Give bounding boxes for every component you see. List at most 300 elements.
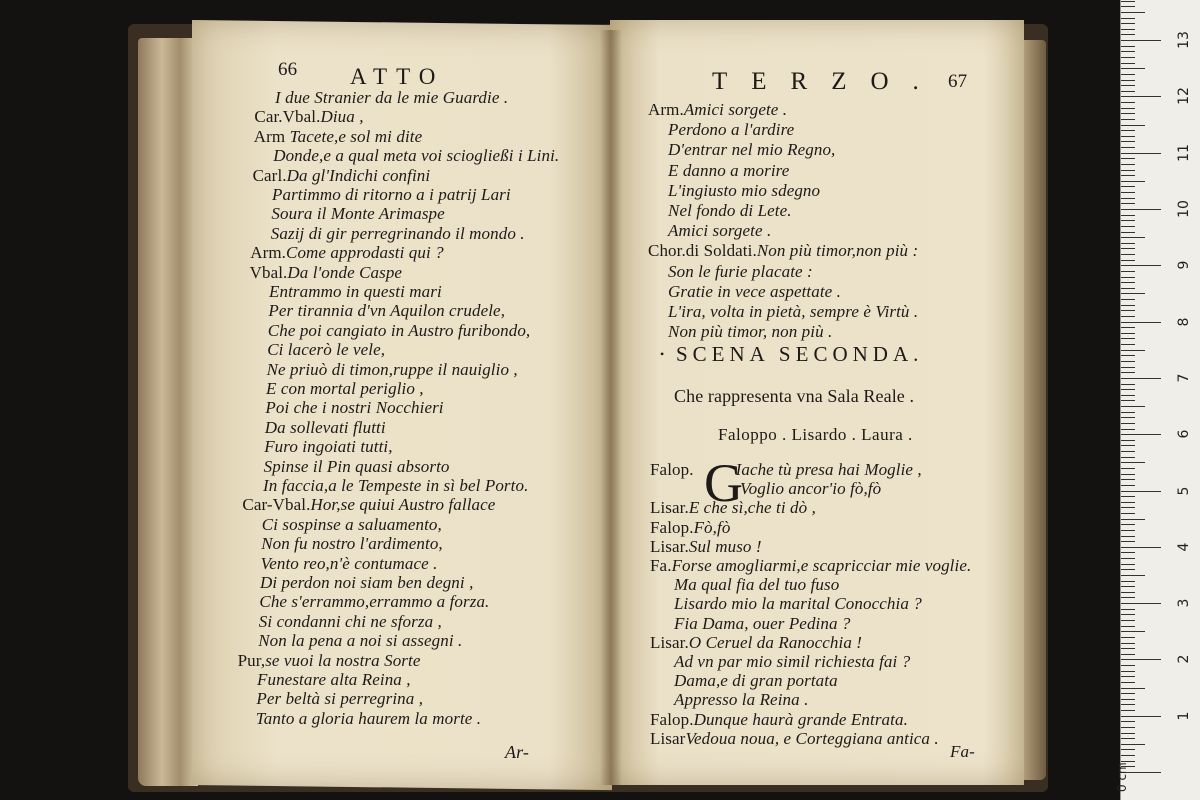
line-text: I due Stranier da le mie Guardie . — [275, 88, 509, 107]
ruler-tick — [1121, 581, 1135, 582]
ruler-tick — [1121, 524, 1135, 525]
ruler-number: 8 — [1176, 317, 1192, 327]
right-running-head: TERZO. — [712, 68, 943, 95]
verse-line — [668, 302, 918, 322]
verse-line — [271, 204, 444, 224]
speaker-label: Fa. — [650, 556, 672, 575]
ruler-tick — [1121, 322, 1161, 323]
dialogue-line — [674, 671, 838, 691]
line-text: Diua , — [320, 107, 364, 127]
verse-line — [668, 161, 789, 181]
verse-line — [668, 221, 771, 241]
line-text: Si condanni chi ne sforza , — [258, 611, 442, 631]
ruler-tick — [1121, 158, 1135, 159]
speaker-label: Falop. — [650, 709, 694, 729]
ruler-tick — [1121, 519, 1145, 520]
line-text: E danno a morire — [668, 160, 790, 180]
ruler-tick — [1121, 316, 1135, 317]
ruler-tick — [1121, 102, 1135, 103]
ruler-number: 2 — [1176, 654, 1192, 664]
ruler-tick — [1121, 243, 1135, 244]
line-text: Di perdon noi siam ben degni , — [260, 573, 474, 592]
line-text: D'entrar nel mio Regno, — [668, 140, 836, 160]
line-text: Tacete,e sol mi dite — [289, 126, 423, 146]
verse-line — [259, 612, 442, 632]
ruler-tick — [1121, 558, 1135, 559]
ruler-tick — [1121, 40, 1161, 41]
ruler-tick — [1121, 220, 1135, 221]
verse-line — [250, 243, 444, 263]
ruler-tick — [1121, 654, 1135, 655]
verse-line — [261, 554, 438, 574]
ruler-tick — [1121, 671, 1135, 672]
ruler-number: 4 — [1176, 542, 1192, 552]
ruler-tick — [1121, 141, 1135, 142]
ruler-tick — [1121, 80, 1135, 81]
ruler-tick — [1121, 215, 1135, 216]
verse-line — [668, 201, 792, 221]
ruler-tick — [1121, 620, 1135, 621]
ruler-tick — [1121, 513, 1135, 514]
line-text: Vedoua noua, e Corteggiana antica . — [685, 728, 939, 748]
ruler-tick — [1121, 34, 1135, 35]
ruler-number: 10 — [1176, 200, 1192, 218]
line-text: Da gl'Indichi confini — [286, 165, 431, 185]
verse-line — [668, 120, 794, 140]
ruler-tick — [1121, 96, 1161, 97]
ruler-tick — [1121, 440, 1135, 441]
ruler-tick — [1121, 384, 1135, 385]
ruler-tick — [1121, 755, 1135, 756]
ruler-tick — [1121, 609, 1135, 610]
verse-line — [267, 340, 385, 360]
verse-line — [272, 185, 511, 205]
ruler-tick — [1121, 496, 1135, 497]
ruler-number: 1 — [1176, 711, 1192, 721]
ruler-tick — [1121, 564, 1135, 565]
ruler-tick — [1121, 738, 1135, 739]
ruler-tick — [1121, 327, 1135, 328]
ruler-tick — [1121, 130, 1135, 131]
verse-line — [253, 166, 431, 186]
line-text: Tanto a gloria haurem la morte . — [255, 708, 482, 728]
line-text: Ne priuò di timon,ruppe il nauiglio , — [266, 359, 518, 379]
ruler-tick — [1121, 344, 1135, 345]
speaker-label: Arm. — [648, 100, 684, 119]
ruler-tick — [1121, 68, 1145, 69]
ruler-number: 11 — [1176, 143, 1192, 162]
ruler-tick — [1121, 293, 1145, 294]
speaker-label: Arm. — [250, 243, 286, 263]
ruler-tick — [1121, 474, 1135, 475]
left-page-number: 66 — [278, 59, 298, 80]
dialogue-line — [650, 710, 908, 730]
verse-line — [268, 321, 531, 341]
ruler-tick — [1121, 676, 1135, 677]
ruler-tick — [1121, 552, 1135, 553]
ruler-tick — [1121, 125, 1145, 126]
ruler-tick — [1121, 445, 1135, 446]
verse-line — [259, 592, 489, 612]
ruler-tick — [1121, 569, 1135, 570]
ruler-tick — [1121, 260, 1135, 261]
dialogue-line — [650, 498, 816, 518]
verse-line — [262, 515, 442, 535]
ruler-tick — [1121, 288, 1135, 289]
verse-line — [257, 670, 411, 690]
ruler-tick — [1121, 710, 1135, 711]
ruler-tick — [1121, 603, 1161, 604]
ruler-tick — [1121, 586, 1135, 587]
speaker-label: Car-Vbal. — [242, 495, 311, 515]
line-text: Non la pena a noi si assegni . — [258, 631, 463, 651]
line-text: O Ceruel da Ranocchia ! — [688, 632, 863, 652]
ruler-tick — [1121, 57, 1135, 58]
ruler-tick — [1121, 113, 1135, 114]
ruler-tick — [1121, 530, 1135, 531]
line-text: Son le furie placate : — [668, 261, 813, 281]
verse-line — [250, 263, 402, 283]
ruler-tick — [1121, 502, 1135, 503]
line-text: Non più timor, non più . — [668, 322, 833, 342]
line-text: Entrammo in questi mari — [269, 282, 442, 301]
line-text: Gratie in vece aspettate . — [668, 281, 842, 301]
speaker-label: Falop. — [650, 517, 694, 537]
ruler-tick — [1121, 462, 1145, 463]
line-text: Da l'onde Caspe — [287, 262, 403, 282]
ruler-tick — [1121, 181, 1145, 182]
dialogue-line — [650, 556, 971, 576]
ruler-tick — [1121, 744, 1145, 745]
line-text: Ci lacerò le vele, — [267, 340, 386, 360]
line-text: Che poi cangiato in Austro furibondo, — [267, 320, 531, 340]
line-text: Hor,se quiui Austro fallace — [310, 495, 496, 515]
line-text: Vento reo,n'è contumace . — [260, 553, 438, 573]
line-text: Furo ingoiati tutti, — [264, 437, 393, 457]
right-page-number: 67 — [948, 71, 968, 92]
verse-line — [268, 301, 505, 321]
ruler-tick — [1121, 51, 1135, 52]
ruler-tick — [1121, 597, 1135, 598]
verse-line — [648, 241, 918, 261]
verse-line — [275, 88, 508, 108]
ruler-tick — [1121, 23, 1135, 24]
line-text: Ad vn par mio simil richiesta fai ? — [674, 652, 911, 671]
ruler-tick — [1121, 648, 1135, 649]
ruler-tick — [1121, 457, 1135, 458]
line-text: Amici sorgete . — [683, 100, 788, 119]
ruler-tick — [1121, 12, 1145, 13]
book-gutter — [600, 30, 622, 785]
line-text: Nel fondo di Lete. — [668, 201, 792, 220]
verse-line — [267, 360, 518, 380]
speaker-label: Lisar. — [650, 632, 689, 652]
ruler-tick — [1121, 423, 1135, 424]
line-text: Sazij di gir perregrinando il mondo . — [270, 223, 525, 243]
ruler-tick — [1121, 451, 1135, 452]
ruler-tick — [1121, 282, 1135, 283]
ruler-tick — [1121, 727, 1135, 728]
ruler-tick — [1121, 232, 1135, 233]
line-text: Poi che i nostri Nocchieri — [265, 398, 444, 418]
ruler-tick — [1121, 192, 1135, 193]
dialogue-line — [650, 729, 939, 749]
ruler-tick — [1121, 575, 1145, 576]
ruler-tick — [1121, 614, 1135, 615]
ruler-tick — [1121, 1, 1135, 2]
verse-line — [668, 140, 835, 160]
dialogue-line — [740, 479, 881, 499]
speaker-label: Carl. — [252, 165, 287, 185]
speaker-label: Vbal. — [249, 262, 288, 282]
ruler-tick — [1121, 378, 1161, 379]
line-text: Come approdasti qui ? — [286, 243, 444, 263]
ruler-tick — [1121, 355, 1135, 356]
ruler-number: 3 — [1176, 598, 1192, 608]
ruler-tick — [1121, 119, 1135, 120]
dialogue-line — [674, 614, 851, 634]
measuring-ruler — [1115, 0, 1200, 800]
speaker-label: Lisar. — [650, 498, 689, 518]
speaker-label: Pur, — [237, 650, 266, 670]
ruler-number: 6 — [1176, 429, 1192, 439]
ruler-tick — [1121, 372, 1135, 373]
dialogue-line — [674, 575, 839, 595]
ruler-tick — [1121, 682, 1135, 683]
verse-line — [264, 457, 450, 477]
line-text: Da sollevati flutti — [264, 417, 386, 437]
line-text: Lisardo mio la marital Conocchia ? — [674, 594, 922, 614]
speaker-label: Falop. — [650, 460, 694, 479]
scene-bullet-mark: • — [660, 347, 665, 361]
verse-line — [254, 127, 422, 147]
verse-line — [256, 689, 423, 709]
verse-line — [238, 651, 421, 671]
right-catchword: Fa- — [950, 742, 975, 761]
line-text: Per beltà si perregrina , — [256, 689, 424, 709]
ruler-tick — [1121, 631, 1145, 632]
ruler-tick — [1121, 310, 1135, 311]
ruler-tick — [1121, 406, 1145, 407]
speaker-label: Chor.di Soldati. — [648, 241, 757, 261]
line-text: E che sì,che ti dò , — [688, 498, 816, 518]
ruler-number: 13 — [1176, 31, 1192, 50]
line-text: Forse amogliarmi,e scapricciar mie voglie. — [671, 556, 972, 575]
ruler-tick — [1121, 400, 1135, 401]
ruler-tick — [1121, 688, 1145, 689]
ruler-tick — [1121, 699, 1135, 700]
line-text: Funestare alta Reina , — [257, 670, 411, 689]
ruler-tick — [1121, 733, 1135, 734]
verse-line — [269, 282, 442, 302]
ruler-tick — [1121, 85, 1135, 86]
verse-line — [261, 534, 443, 554]
ruler-tick — [1121, 547, 1161, 548]
verse-line — [242, 495, 495, 515]
verse-line — [260, 573, 473, 593]
ruler-tick — [1121, 485, 1135, 486]
verse-line — [265, 418, 386, 438]
speaker-label: Car.Vbal. — [254, 107, 321, 127]
ruler-tick — [1121, 91, 1135, 92]
line-text: Sul muso ! — [688, 536, 762, 556]
verse-line — [264, 437, 392, 457]
dialogue-line — [650, 633, 862, 653]
ruler-tick — [1121, 659, 1161, 660]
verse-line — [668, 262, 813, 282]
ruler-tick — [1121, 468, 1135, 469]
dialogue-line — [674, 690, 808, 710]
ruler-tick — [1121, 749, 1135, 750]
ruler-tick — [1121, 361, 1135, 362]
ruler-tick — [1121, 417, 1135, 418]
ruler-tick — [1121, 626, 1135, 627]
ruler-tick — [1121, 29, 1135, 30]
ruler-tick — [1121, 108, 1135, 109]
ruler-number: 12 — [1176, 87, 1192, 106]
verse-line — [266, 379, 424, 399]
line-text: Voglio ancor'io fò,fò — [740, 479, 882, 499]
ruler-tick — [1121, 704, 1135, 705]
ruler-tick — [1121, 248, 1135, 249]
ruler-tick — [1121, 226, 1135, 227]
ruler-tick — [1121, 665, 1135, 666]
line-text: Spinse il Pin quasi absorto — [263, 456, 450, 476]
scene-cast: Faloppo . Lisardo . Laura . — [718, 425, 913, 444]
ruler-tick — [1121, 136, 1135, 137]
line-text: Per tirannia d'vn Aquilon crudele, — [268, 301, 506, 321]
ruler-tick — [1121, 637, 1135, 638]
ruler-number: 5 — [1176, 486, 1192, 495]
ruler-tick — [1121, 367, 1135, 368]
line-text: Fia Dama, ouer Pedina ? — [674, 613, 851, 633]
ruler-tick — [1121, 541, 1135, 542]
ruler-tick — [1121, 350, 1145, 351]
ruler-tick — [1121, 265, 1161, 266]
line-text: Donde,e a qual meta voi sciogließi i Lini. — [273, 146, 560, 166]
line-text: Iache tù presa hai Moglie , — [735, 460, 922, 479]
ruler-tick — [1121, 643, 1135, 644]
ruler-tick — [1121, 271, 1135, 272]
ruler-tick — [1121, 46, 1135, 47]
scene-setting: Che rappresenta vna Sala Reale . — [674, 386, 915, 406]
verse-line — [254, 107, 363, 127]
verse-line — [263, 476, 528, 496]
ruler-tick — [1121, 693, 1135, 694]
ruler-tick — [1121, 63, 1135, 64]
ruler-tick — [1121, 333, 1135, 334]
verse-line — [271, 224, 525, 244]
ruler-tick — [1121, 203, 1135, 204]
verse-line — [648, 100, 787, 120]
speaker-label: Arm — [253, 126, 290, 146]
ruler-tick — [1121, 389, 1135, 390]
ruler-tick — [1121, 74, 1135, 75]
ruler-tick — [1121, 491, 1161, 492]
ruler-unit-label: 0 cm — [1115, 762, 1129, 792]
line-text: Non più timor,non più : — [756, 241, 919, 261]
ruler-tick — [1121, 186, 1135, 187]
dialogue-line — [650, 518, 730, 538]
ruler-tick — [1121, 536, 1135, 537]
speaker-label: Lisar — [650, 728, 686, 748]
dialogue-line — [674, 652, 910, 672]
ruler-number: 7 — [1176, 373, 1192, 383]
ruler-tick — [1121, 198, 1135, 199]
ruler-tick — [1121, 429, 1135, 430]
line-text: Perdono a l'ardire — [668, 120, 795, 140]
ruler-tick — [1121, 237, 1145, 238]
ruler-tick — [1121, 277, 1135, 278]
drop-cap-initial: G — [704, 453, 743, 513]
line-text: Non fu nostro l'ardimento, — [261, 534, 443, 554]
page-edges-left — [138, 38, 198, 786]
verse-line — [668, 181, 820, 201]
dialogue-line — [650, 537, 762, 557]
line-text: Ci sospinse a saluamento, — [261, 514, 442, 534]
ruler-tick — [1121, 507, 1135, 508]
verse-line — [668, 282, 841, 302]
ruler-tick — [1121, 147, 1135, 148]
scene-title: SCENA SECONDA. — [676, 342, 924, 366]
ruler-tick — [1121, 170, 1135, 171]
line-text: In faccia,a le Tempeste in sì bel Porto. — [263, 476, 529, 495]
ruler-tick — [1121, 412, 1135, 413]
line-text: Ma qual fia del tuo fuso — [674, 575, 840, 595]
ruler-tick — [1121, 305, 1135, 306]
verse-line — [258, 631, 462, 651]
ruler-tick — [1121, 592, 1135, 593]
dialogue-line — [674, 594, 922, 614]
line-text: Dama,e di gran portata — [674, 671, 838, 691]
ruler-tick — [1121, 153, 1161, 154]
verse-line — [265, 398, 443, 418]
ruler-tick — [1121, 175, 1135, 176]
ruler-tick — [1121, 164, 1135, 165]
ruler-tick — [1121, 434, 1161, 435]
ruler-tick — [1121, 299, 1135, 300]
ruler-tick — [1121, 18, 1135, 19]
line-text: Fò,fò — [693, 517, 731, 537]
ruler-tick — [1121, 6, 1135, 7]
verse-line — [273, 146, 559, 166]
line-text: L'ingiusto mio sdegno — [668, 180, 821, 200]
speaker-label: Lisar. — [650, 536, 689, 556]
verse-line — [668, 322, 832, 342]
ruler-number: 9 — [1176, 260, 1192, 270]
ruler-tick — [1121, 716, 1161, 717]
line-text: Amici sorgete . — [668, 221, 772, 241]
ruler-tick — [1121, 479, 1135, 480]
ruler-tick — [1121, 338, 1135, 339]
line-text: Appresso la Reina . — [674, 690, 809, 710]
ruler-tick — [1121, 254, 1135, 255]
verse-line — [256, 709, 481, 729]
line-text: Che s'errammo,errammo a forza. — [259, 592, 490, 612]
ruler-tick — [1121, 209, 1161, 210]
line-text: E con mortal periglio , — [266, 379, 424, 398]
line-text: L'ira, volta in pietà, sempre è Virtù . — [668, 302, 919, 321]
ruler-tick — [1121, 721, 1135, 722]
line-text: Partimmo di ritorno a i patrij Lari — [272, 185, 511, 204]
dialogue-line — [650, 460, 922, 480]
left-running-head: ATTO — [350, 64, 445, 89]
ruler-tick — [1121, 395, 1135, 396]
line-text: Soura il Monte Arimaspe — [271, 204, 445, 224]
left-catchword: Ar- — [505, 742, 529, 762]
line-text: Dunque haurà grande Entrata. — [693, 709, 908, 729]
line-text: se vuoi la nostra Sorte — [265, 650, 421, 670]
